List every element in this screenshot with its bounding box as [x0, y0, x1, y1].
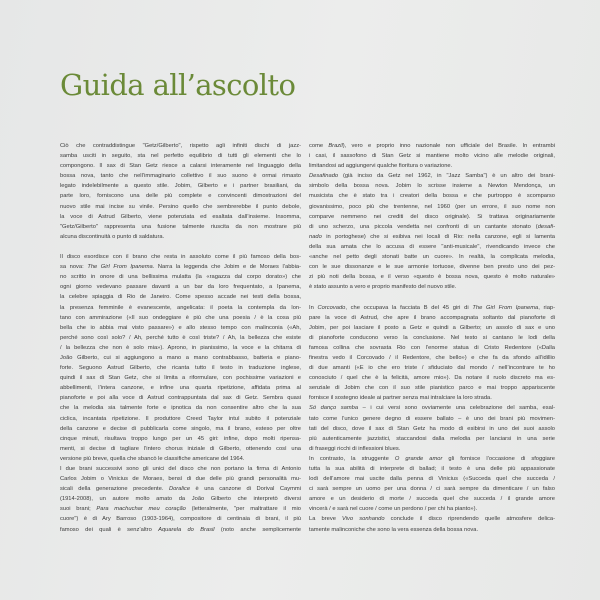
- text-line: (1914-2008), un autore molto amato da João Gilberto che interpretò diversi: [60, 496, 301, 503]
- text-segment: – i cui versi sono ovviamente una celebrazione del samba, esal-: [358, 405, 556, 412]
- text-line: della sua amata che lo accusa di essere "anti-musicale", rivendicando invece che: [309, 243, 555, 250]
- italic-title: Vivo sonhando: [342, 516, 385, 523]
- text-line: la celebre spiaggia di Rio de Janeiro. Come spesso accade nei testi della bossa,: [60, 294, 301, 301]
- paragraph: [309, 303, 555, 404]
- text-line: la presenza femminile è evanescente, angelicata: il poeta la contempla da lon-: [60, 304, 301, 311]
- text-line: di pianoforte conducono verso la conclusione. Nel testo si cantano le lodi della: [309, 334, 555, 341]
- text-line: / la bellezza che non è solo mia»). Aprono, in pianissimo, la voce e la chitarra di: [60, 344, 301, 351]
- text-line: abbellimenti, l’intera canzone, e infine una quarta ripetizione, affidata prima al: [60, 385, 301, 392]
- text-line: Jobim, per poi lasciare il posto a Getz e quindi a Gilberto; un assolo di sax e uno: [309, 324, 555, 331]
- text-column-right: [309, 141, 555, 535]
- text-line: la voce di Astrud Gilberto, viene potenziata ed esaltata dall’insieme. Insomma,: [60, 213, 301, 220]
- text-line: Carlos Jobim o Vinicius de Moraes, bensì di due delle più grandi personalità mu-: [60, 476, 301, 483]
- text-line: [309, 171, 555, 181]
- paragraph: [309, 171, 555, 292]
- text-line: samba usciti in seguito, sta nel perfetto equilibrio di tutti gli elementi che lo: [60, 153, 301, 160]
- text-line: conosciuto / quel che è la felicità, amore mio»). Da notare il ruolo discreto ma es-: [309, 375, 555, 382]
- text-segment: suoi brani;: [60, 506, 97, 513]
- page-title: Guida all’ascolto: [60, 68, 296, 102]
- text-line: alcuna discontinuità o punto di saldatura.: [60, 233, 165, 240]
- text-segment: come: [309, 143, 329, 149]
- text-line: cuore") è di Ary Barroso (1903-1964), compositore di centinaia di brani, il più: [60, 516, 301, 523]
- text-line: è stato assunto a vero e proprio manifesto del nuovo stile.: [309, 284, 457, 291]
- italic-title: Para machuchar meu coração: [96, 506, 186, 513]
- text-line: famosa collina che sovrasta Rio con l’enorme statua di Cristo Redentore («Dalla: [309, 344, 555, 351]
- text-column-left: [60, 141, 301, 535]
- text-line: legato indelebilmente a questo stile. Jobim, Gilberto e i partner brasiliani, da: [60, 183, 301, 190]
- italic-title: O grande amor: [394, 455, 443, 462]
- text-segment: In contrasto, la struggente: [309, 455, 395, 462]
- text-line: fornisce il sostegno ideale ai partner senza mai intralciare la loro strada.: [309, 395, 492, 402]
- text-line: [309, 454, 555, 464]
- text-line: ogni giorno vedevano passare davanti a un bar da loro frequentato, a Ipanema,: [60, 284, 301, 291]
- text-line: che la melodia sia talmente forte e ipnotica da non consentire altro che la sua: [60, 405, 301, 412]
- text-segment: , riap-: [538, 304, 556, 311]
- text-line: "Getz/Gilberto" rappresenta una fusione talmente riuscita da non mostrare più: [60, 223, 301, 230]
- text-line: amore e un desiderio di morte / succeda quel che succeda / il grande amore: [309, 496, 555, 503]
- text-segment: famoso dei quali è senz’altro: [60, 526, 159, 533]
- text-line: tato come l’unico genere degno di essere ballato – è uno dei brani più movimen-: [309, 415, 555, 422]
- text-line: giovanissimo, poco più che trentenne, nel 1960 (per un errore, il suo nome non: [309, 203, 555, 210]
- italic-title: Aquarela do Brasil: [158, 526, 215, 533]
- italic-title: Brazil: [328, 143, 343, 149]
- text-line: [309, 222, 555, 232]
- text-line: della canzone e decise di pubblicarla come singolo, ma il brano, esteso per oltre: [60, 425, 301, 432]
- text-line: senziale di Jobim che con il suo stile pianistico parco e mai troppo appariscente: [309, 385, 555, 392]
- text-line: [309, 403, 555, 413]
- text-segment: La breve: [309, 516, 343, 523]
- text-line: forte. Seguono Astrud Gilberto, che ricanta tutto il testo in traduzione inglese,: [60, 365, 301, 372]
- text-line: cinque minuti, risultava troppo lungo per un 45 giri: infine, dopo molti ripensa-: [60, 435, 301, 442]
- text-segment: è una canzone di Dorival Caymmi: [190, 486, 301, 493]
- italic-title: Desafinado: [309, 173, 339, 180]
- text-line: Il disco esordisce con il brano che resta in assoluto come il più famoso della bos-: [60, 254, 301, 261]
- text-segment: . Narra la leggenda che Jobim e de Moraes l’abbia-: [152, 264, 302, 271]
- text-line: tano con ammirazione («Il suo ondeggiare è più che una poesia / è la cosa più: [60, 314, 301, 321]
- text-line: tamente malinconiche che sono la vera essenza della bossa nova.: [309, 526, 479, 533]
- text-line: [60, 504, 301, 514]
- text-line: con le sue dissonanze e le sue armonie tortuose, divenne ben presto uno dei pez-: [309, 264, 555, 271]
- text-line: di fraseggi ricchi di inflessioni blues.: [309, 445, 401, 452]
- text-line: vincerà / e sarà nel cuore / come un perdono / per chi ha pianto»).: [309, 506, 478, 513]
- text-section: [309, 303, 555, 535]
- paragraph: [60, 141, 301, 242]
- text-line: [309, 303, 555, 313]
- text-line: simbolo della bossa nova. Jobim lo scrisse insieme a Newton Mendonça, un: [309, 183, 555, 190]
- text-line: di due amanti («E io che ero triste / sfiduciato dal mondo / nell’incontrare te ho: [309, 365, 555, 372]
- text-line: «anche nel petto degli stonati batte un cuore». In realtà, la complicata melodia,: [309, 254, 555, 261]
- text-line: zi più noti della bossa, e il verso «questo è bossa nova, questo è molto naturale»: [309, 274, 555, 281]
- text-line: tati del disco, dove il sax di Stan Getz ha modo di esibirsi in uno dei suoi assolo: [309, 425, 555, 432]
- text-line: versione più breve, quella che sbancò le classifiche americane del 1964.: [60, 455, 245, 462]
- text-line: tutta la sua abilità di interprete di ballad; il testo è una delle più appassionate: [309, 466, 555, 472]
- text-line: Ciò che contraddistingue "Getz/Gilberto", rispetto agli infiniti dischi di jazz-: [60, 143, 301, 149]
- text-line: nuovo stile mai incise su vinile. Persino quello che sembrerebbe il punto debole,: [60, 203, 301, 210]
- text-segment: sicali della generazione precedente.: [60, 486, 169, 493]
- text-segment: ), vero e proprio inno nazionale non ufficiale del Brasile. In entrambi: [342, 143, 555, 149]
- text-segment: gli fornisce l’occasione di sfoggiare: [442, 455, 555, 462]
- text-line: quindi il sax di Stan Getz, che si limita a riformulare, con pochissime variazioni e: [60, 375, 301, 382]
- text-line: bella che io abbia mai visto passare») e allo stesso tempo con malinconia («Ah,: [60, 324, 301, 331]
- text-line: [309, 514, 555, 524]
- text-line: compongono. Il sax di Stan Getz riesce a calarsi interamente nel linguaggio della: [60, 163, 301, 170]
- italic-title: Doralice: [168, 486, 191, 493]
- italic-title: desafi-: [537, 223, 555, 230]
- text-segment: conclude il disco riprendendo quelle atmosfere delica-: [384, 516, 555, 523]
- text-line: I due brani successivi sono gli unici del disco che non portano la firma di Antonio: [60, 466, 301, 472]
- text-line: comparve nemmeno nei crediti del disco originale). Si trattava originariamente: [309, 213, 555, 220]
- text-line: parte loro, forniscono una delle più complete e convincenti dimostrazioni del: [60, 193, 301, 200]
- paragraph: [309, 141, 555, 171]
- text-line: ci sarà sempre un uomo per una donna / ci sarà sempre da dimenticare / un falso: [309, 486, 555, 493]
- text-line: perché sono così solo? / Ah, perché tutto è così triste? / Ah, la bellezza che esiste: [60, 334, 301, 341]
- text-line: no scritto in onore di una bellissima mulatta (la «ragazza dal corpo dorato») che: [60, 274, 301, 281]
- text-segment: , che occupava la facciata B del 45 giri di: [345, 304, 473, 311]
- text-segment: in portoghese) che si esibiva nei locali di Rio: nella canzone, egli si lamenta: [321, 233, 555, 240]
- text-segment: In: [309, 304, 318, 311]
- text-line: limitandosi ad aggiungervi qualche fioritura o variazione.: [309, 163, 453, 170]
- text-segment: (noto anche semplicemente: [214, 526, 301, 533]
- text-segment: di uno scherzo, una piccola vendetta nei confronti di un cantante stonato (: [309, 223, 538, 230]
- text-line: [309, 232, 555, 242]
- paragraph: [60, 464, 301, 535]
- italic-title: Só danço samba: [309, 405, 359, 412]
- paragraph: [309, 514, 555, 534]
- text-line: i casi, il sassofono di Stan Getz si mantiene molto vicino alle melodie originali,: [309, 153, 555, 160]
- text-line: musicista che è stato tra i creatori della bossa e che purtroppo è scomparso: [309, 193, 555, 200]
- text-segment: (letteralmente, "per maltrattare il mio: [185, 506, 301, 513]
- italic-title: nado: [309, 233, 322, 240]
- text-line: finestra vedo il Corcovado / il Redentore, che bello») e che fa da sfondo all’idillio: [309, 354, 555, 361]
- italic-title: Corcovado: [317, 304, 346, 311]
- text-line: [60, 484, 301, 494]
- text-line: pianoforte e poi alla voce di Astrud contrappuntata dal sax di Getz. Sembra quasi: [60, 395, 301, 402]
- paragraph: [309, 454, 555, 515]
- text-section: [60, 252, 301, 535]
- text-line: [60, 525, 301, 535]
- text-line: bossa nova, tanto che nell’immaginario collettivo il suo suono è ormai rimasto: [60, 173, 301, 180]
- text-line: ciclica, incantata ripetizione. Il produttore Creed Taylor intuì subito il potenziale: [60, 415, 301, 422]
- italic-title: The Girl From Ipanema: [472, 304, 539, 311]
- text-line: [309, 141, 555, 151]
- text-line: João Gilberto, cui si aggiungono a mano a mano contrabbasso, batteria e piano-: [60, 354, 301, 361]
- text-line: lodi dell’amore mai uscite dalla penna di Vinicius («Succeda quel che succeda /: [309, 476, 555, 483]
- paragraph: [60, 252, 301, 464]
- text-section: [60, 141, 301, 242]
- text-line: [60, 262, 301, 272]
- text-line: pare la voce di Astrud, che apre il brano accompagnata soltanto dal pianoforte di: [309, 314, 555, 321]
- italic-title: The Girl From Ipanema: [87, 264, 153, 271]
- text-line: più autenticamente jazzistici, staccandosi dalla melodia per lanciarsi in una serie: [309, 435, 555, 442]
- text-segment: (già inciso da Getz nel 1962, in "Jazz Samba") è un altro dei brani-: [338, 173, 555, 180]
- text-line: menti, si decise di tagliare l’intero chorus iniziale di Gilberto, ottenendo così una: [60, 445, 301, 452]
- paragraph: [309, 403, 555, 453]
- text-section: [309, 141, 555, 292]
- text-segment: sa nova:: [60, 264, 88, 271]
